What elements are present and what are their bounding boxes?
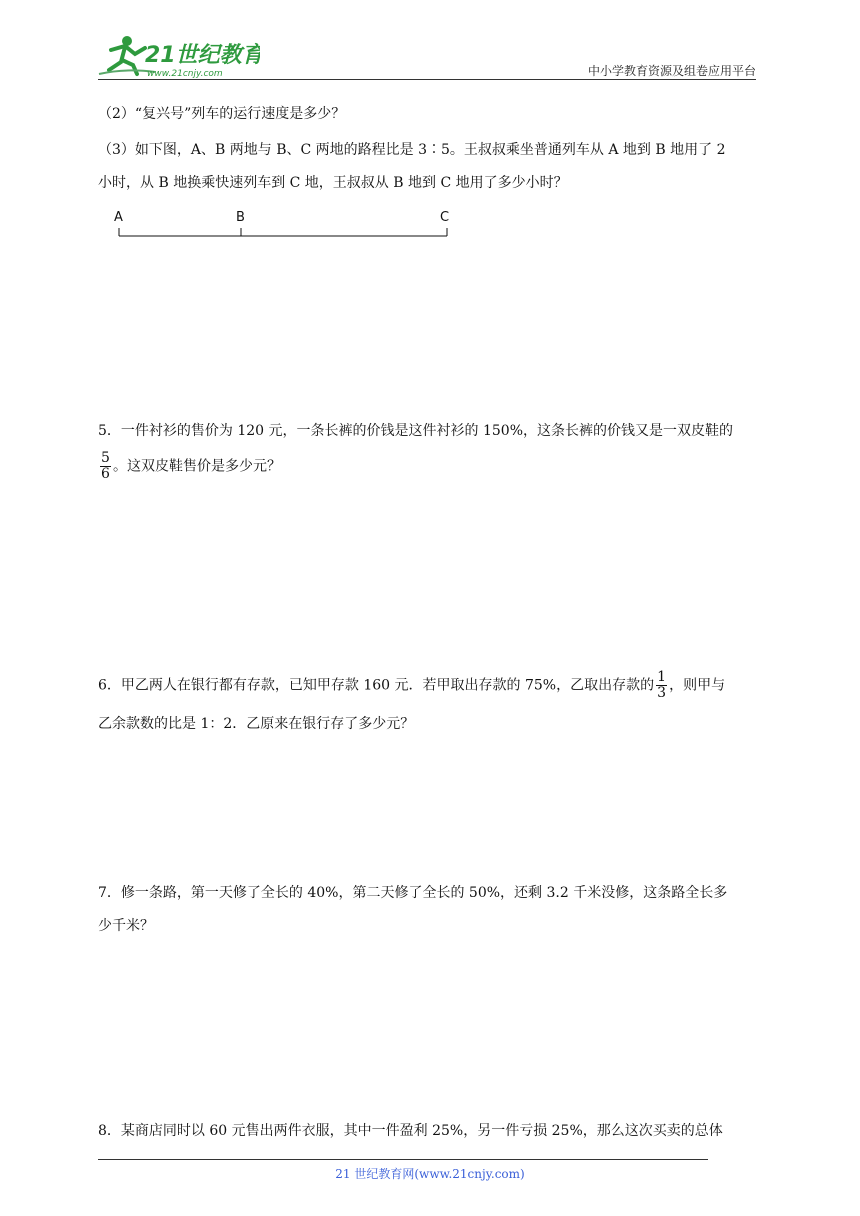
q6-line2: 乙余款数的比是 1：2．乙原来在银行存了多少元？ — [98, 716, 415, 732]
q8-line1: 8．某商店同时以 60 元售出两件衣服，其中一件盈利 25%，另一件亏损 25%，那么这次买卖的总体 — [98, 1123, 723, 1139]
q6-line1-text-a: 6．甲乙两人在银行都有存款，已知甲存款 160 元．若甲取出存款的 75%，乙取出存款的 — [98, 677, 655, 694]
q5-line2-text: 。这双皮鞋售价是多少元？ — [113, 458, 281, 475]
q5-fraction — [100, 451, 111, 482]
q6-fraction-denominator: 3 — [657, 685, 667, 701]
q5-line1: 5．一件衬衫的售价为 120 元，一条长裤的价钱是这件衬衫的 150%，这条长裤的价钱又是一双皮鞋的 — [98, 423, 734, 439]
q6-fraction — [656, 670, 667, 701]
footer-site-link[interactable]: 21 世纪教育网(www.21cnjy.com) — [335, 1167, 525, 1181]
q5-fraction-numerator: 5 — [101, 450, 110, 466]
point-label-b: B — [236, 210, 245, 225]
footer-divider — [98, 1159, 708, 1160]
q4-part3-line2: 小时，从 B 地换乘快速列车到 C 地，王叔叔从 B 地到 C 地用了多少小时？ — [98, 175, 568, 191]
q7-line1: 7．修一条路，第一天修了全长的 40%，第二天修了全长的 50%，还剩 3.2 千米没修，这条路全长多 — [98, 885, 728, 901]
q6-line1-text-b: ，则甲与 — [669, 677, 726, 694]
logo-text: 21世纪教育 — [145, 43, 260, 68]
point-label-a: A — [114, 210, 123, 225]
abc-segment-diagram — [110, 206, 460, 242]
logo-url: www.21cnjy.com — [147, 69, 223, 79]
runner-logo-icon — [95, 32, 260, 80]
q4-part3-line1: （3）如下图，A、B 两地与 B、C 两地的路程比是 3∶5。王叔叔乘坐普通列车从 A 地到 B 地用了 2 — [98, 142, 726, 158]
q5-line2 — [98, 451, 281, 482]
q6-line1 — [98, 670, 725, 701]
q7-line2: 少千米？ — [98, 918, 154, 934]
header-platform-text: 中小学教育资源及组卷应用平台 — [587, 64, 756, 78]
q6-fraction-numerator: 1 — [657, 669, 667, 685]
q4-part2: （2）“复兴号”列车的运行速度是多少？ — [98, 106, 346, 122]
site-logo — [95, 32, 260, 80]
header-divider — [98, 79, 756, 80]
q5-fraction-denominator: 6 — [101, 466, 110, 482]
point-label-c: C — [440, 210, 450, 225]
